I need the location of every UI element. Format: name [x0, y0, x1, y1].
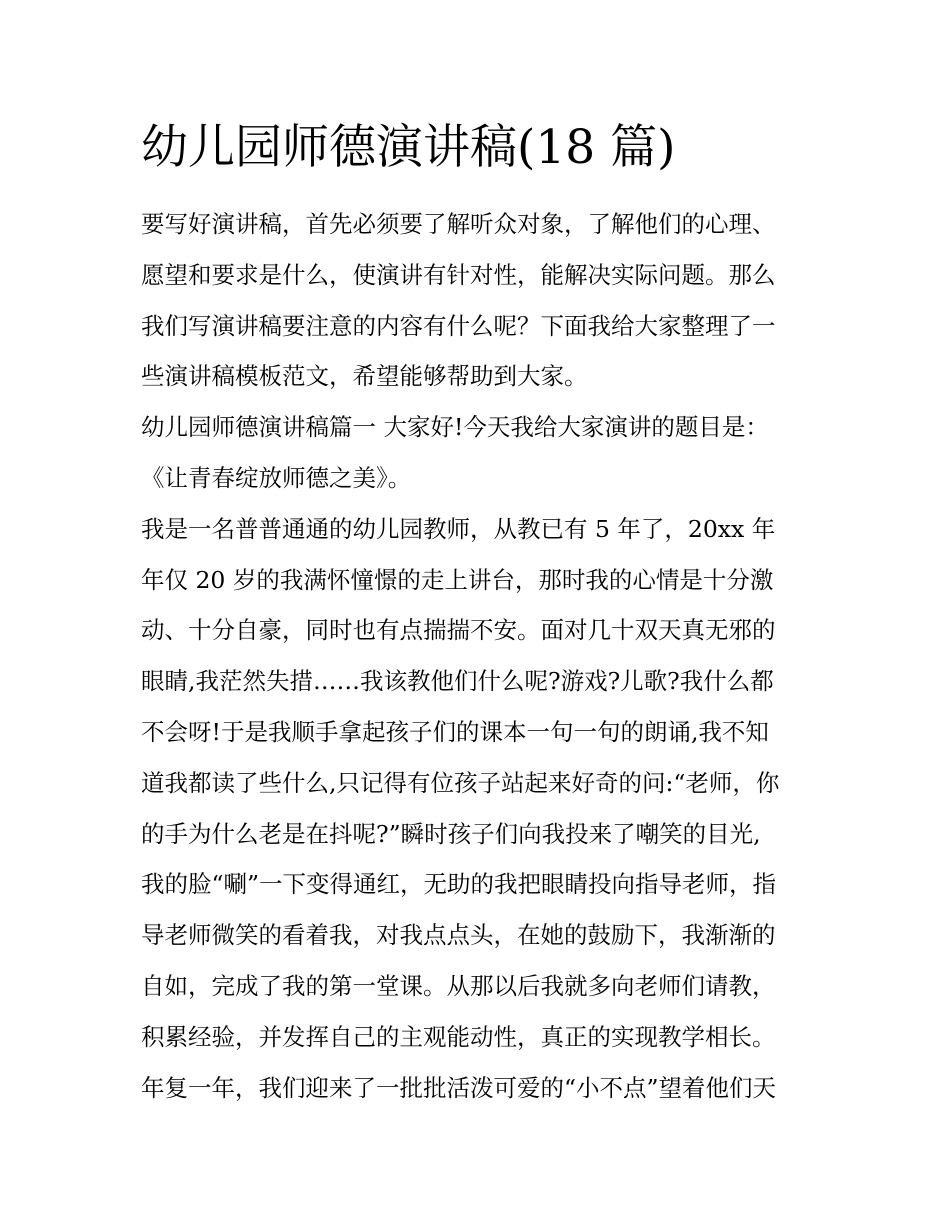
body-line: 不会呀!于是我顺手拿起孩子们的课本一句一句的朗诵,我不知 — [141, 717, 769, 746]
body-line: 些演讲稿模板范文，希望能够帮助到大家。 — [141, 362, 588, 391]
body-line: 眼睛,我茫然失措……我该教他们什么呢?游戏?儿歌?我什么都 — [141, 667, 774, 696]
body-line: 幼儿园师德演讲稿篇一 大家好!今天我给大家演讲的题目是： — [141, 413, 769, 442]
body-line: 年仅 20 岁的我满怀憧憬的走上讲台，那时我的心情是十分激 — [141, 565, 774, 594]
body-line: 道我都读了些什么,只记得有位孩子站起来好奇的问:“老师，你 — [141, 768, 780, 797]
body-line: 年复一年，我们迎来了一批批活泼可爱的“小不点”望着他们天 — [141, 1073, 777, 1102]
body-line: 导老师微笑的看着我，对我点点头，在她的鼓励下，我渐渐的 — [141, 921, 776, 950]
body-line: 的手为什么老是在抖呢?”瞬时孩子们向我投来了嘲笑的目光, — [141, 819, 761, 848]
body-line: 自如，完成了我的第一堂课。从那以后我就多向老师们请教， — [141, 971, 776, 1000]
document-body — [141, 199, 821, 1113]
body-line: 愿望和要求是什么，使演讲有针对性，能解决实际问题。那么 — [141, 260, 776, 289]
document-title: 幼儿园师德演讲稿(18 篇) — [141, 120, 676, 175]
body-line: 我是一名普普通通的幼儿园教师，从教已有 5 年了，20xx 年 — [141, 514, 776, 543]
body-line: 要写好演讲稿，首先必须要了解听众对象，了解他们的心理、 — [141, 210, 776, 238]
body-line: 我们写演讲稿要注意的内容有什么呢？下面我给大家整理了一 — [141, 311, 776, 340]
body-line: 我的脸“唰”一下变得通红，无助的我把眼睛投向指导老师，指 — [141, 870, 777, 899]
body-line: 积累经验，并发挥自己的主观能动性，真正的实现教学相长。 — [141, 1022, 776, 1051]
body-line: 动、十分自豪，同时也有点揣揣不安。面对几十双天真无邪的 — [141, 616, 776, 645]
body-line: 《让青春绽放师德之美》。 — [141, 463, 412, 492]
